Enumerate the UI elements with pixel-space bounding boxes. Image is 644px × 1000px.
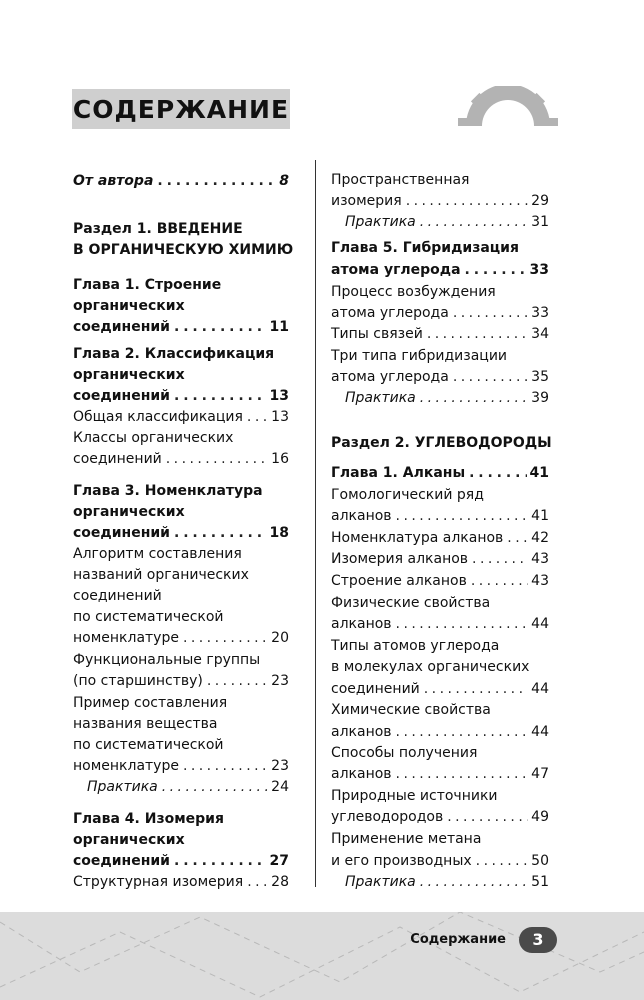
- dot-leader: [472, 549, 528, 570]
- dot-leader: [247, 407, 268, 428]
- toc-entry: [73, 586, 289, 607]
- toc-entry-title: Общая классификация: [73, 409, 243, 425]
- toc-entry: [73, 428, 289, 449]
- toc-entry: [331, 722, 549, 743]
- toc-entry: [73, 275, 289, 296]
- dot-leader: [162, 777, 268, 798]
- dot-leader: [424, 679, 528, 700]
- toc-entry: [73, 386, 289, 407]
- dot-leader: [453, 367, 528, 388]
- toc-entry-page: 33: [529, 262, 549, 278]
- toc-entry-title: органических: [73, 298, 185, 314]
- toc-entry-title: Типы атомов углерода: [331, 638, 500, 654]
- dot-leader: [427, 324, 528, 345]
- dot-leader: [420, 388, 528, 409]
- toc-entry: [73, 523, 289, 544]
- toc-entry: [331, 170, 549, 191]
- dot-leader: [396, 764, 529, 785]
- toc-entry-title: В ОРГАНИЧЕСКУЮ ХИМИЮ: [73, 242, 294, 258]
- toc-entry-title: Типы связей: [331, 326, 423, 342]
- toc-entry-title: органических: [73, 367, 185, 383]
- toc-entry-page: 44: [531, 681, 549, 697]
- dot-leader: [174, 317, 267, 338]
- dot-leader: [157, 171, 276, 192]
- toc-entry-page: 39: [531, 390, 549, 406]
- toc-entry-title: по систематической: [73, 609, 224, 625]
- toc-entry-title: От автора: [73, 173, 154, 189]
- toc-entry-title: алканов: [331, 616, 392, 632]
- toc-entry-title: Раздел 1. ВВЕДЕНИЕ: [73, 221, 243, 237]
- toc-entry-title: атома углерода: [331, 305, 449, 321]
- dot-leader: [471, 571, 528, 592]
- dot-leader: [420, 872, 528, 893]
- toc-entry-page: 13: [271, 409, 289, 425]
- toc-entry-page: 29: [531, 193, 549, 209]
- toc-entry-page: 50: [531, 853, 549, 869]
- toc-entry-title: углеводородов: [331, 809, 444, 825]
- dot-leader: [476, 851, 529, 872]
- toc-entry: [73, 607, 289, 628]
- toc-entry-page: 49: [531, 809, 549, 825]
- toc-entry-page: 31: [531, 214, 549, 230]
- toc-entry: [73, 240, 294, 261]
- toc-entry: [331, 571, 549, 592]
- toc-entry-page: 8: [279, 173, 289, 189]
- toc-entry: [331, 324, 549, 345]
- toc-entry-title: Раздел 2. УГЛЕВОДОРОДЫ: [331, 435, 552, 451]
- toc-entry: [73, 650, 289, 671]
- toc-entry-title: Изомерия алканов: [331, 551, 469, 567]
- toc-entry-title: соединений: [73, 853, 170, 869]
- gear-icon: [458, 86, 558, 132]
- toc-entry-title: соединений: [73, 451, 162, 467]
- toc-entry-title: Глава 1. Алканы: [331, 465, 466, 481]
- toc-entry: [73, 809, 289, 830]
- toc-entry: [73, 449, 289, 470]
- toc-entry: [73, 756, 289, 777]
- toc-entry: [331, 388, 549, 409]
- page-number-badge: 3: [519, 927, 557, 953]
- dot-leader: [507, 528, 528, 549]
- dot-leader: [174, 523, 267, 544]
- toc-entry-page: 35: [531, 369, 549, 385]
- toc-entry-title: Практика: [345, 874, 416, 890]
- toc-entry: [73, 296, 289, 317]
- toc-entry: [331, 636, 549, 657]
- toc-entry: [73, 502, 289, 523]
- toc-entry-page: 42: [531, 530, 549, 546]
- toc-entry-title: атома углерода: [331, 262, 461, 278]
- title-box: [72, 89, 290, 129]
- toc-entry: [73, 628, 289, 649]
- toc-entry-page: 11: [269, 319, 289, 335]
- toc-entry-title: Способы получения: [331, 745, 478, 761]
- toc-entry: [73, 693, 289, 714]
- toc-entry-title: атома углерода: [331, 369, 449, 385]
- toc-entry-title: и его производных: [331, 853, 472, 869]
- toc-entry-page: 23: [271, 673, 289, 689]
- toc-entry-title: Гомологический ряд: [331, 487, 484, 503]
- toc-entry-title: номенклатуре: [73, 630, 179, 646]
- toc-entry-page: 20: [271, 630, 289, 646]
- toc-entry-page: 47: [531, 766, 549, 782]
- toc-entry-page: 23: [271, 758, 289, 774]
- toc-entry-title: Строение алканов: [331, 573, 467, 589]
- toc-entry-title: Глава 4. Изомерия: [73, 811, 224, 827]
- toc-entry-page: 41: [529, 465, 549, 481]
- toc-entry-title: названий органических: [73, 567, 249, 583]
- toc-entry-title: органических: [73, 832, 185, 848]
- footer-pattern: [0, 912, 644, 1000]
- toc-entry-title: Структурная изомерия: [73, 874, 244, 890]
- toc-entry-title: соединений: [73, 388, 170, 404]
- toc-entry-title: Глава 2. Классификация: [73, 346, 275, 362]
- toc-entry: [73, 171, 289, 192]
- dot-leader: [247, 872, 268, 893]
- toc-entry: [331, 872, 549, 893]
- toc-entry-title: Глава 3. Номенклатура: [73, 483, 263, 499]
- dot-leader: [406, 191, 528, 212]
- toc-entry-page: 18: [269, 525, 289, 541]
- toc-entry-title: алканов: [331, 766, 392, 782]
- toc-entry: [331, 485, 549, 506]
- toc-entry-title: Три типа гибридизации: [331, 348, 508, 364]
- toc-entry: [73, 851, 289, 872]
- toc-entry: [73, 317, 289, 338]
- toc-entry: [73, 219, 289, 240]
- toc-entry-title: Глава 1. Строение: [73, 277, 222, 293]
- toc-entry: [331, 764, 549, 785]
- toc-entry-title: алканов: [331, 508, 392, 524]
- dot-leader: [174, 386, 267, 407]
- toc-entry: [73, 872, 289, 893]
- toc-entry: [73, 481, 289, 502]
- toc-entry-page: 27: [269, 853, 289, 869]
- dot-leader: [174, 851, 267, 872]
- toc-entry: [73, 830, 289, 851]
- toc-entry-title: Природные источники: [331, 788, 498, 804]
- page-title: СОДЕРЖАНИЕ: [72, 94, 290, 124]
- toc-entry-title: соединений: [73, 588, 162, 604]
- toc-entry-page: 24: [271, 779, 289, 795]
- dot-leader: [183, 756, 268, 777]
- toc-entry: [331, 528, 549, 549]
- toc-entry-title: Химические свойства: [331, 702, 491, 718]
- toc-entry: [331, 282, 549, 303]
- toc-entry: [73, 565, 289, 586]
- toc-entry-title: Практика: [345, 390, 416, 406]
- page-footer: [0, 912, 644, 1000]
- toc-entry: [73, 777, 289, 798]
- toc-entry-title: соединений: [331, 681, 420, 697]
- dot-leader: [453, 303, 528, 324]
- dot-leader: [183, 628, 268, 649]
- toc-entry: [331, 614, 549, 635]
- toc-entry: [331, 433, 552, 454]
- toc-entry-title: Классы органических: [73, 430, 234, 446]
- toc-entry-title: Пространственная: [331, 172, 470, 188]
- toc-entry: [73, 407, 289, 428]
- toc-entry-title: Пример составления: [73, 695, 228, 711]
- toc-entry: [331, 743, 549, 764]
- toc-entry: [73, 365, 289, 386]
- toc-entry: [73, 714, 289, 735]
- toc-entry: [331, 238, 549, 259]
- toc-entry-title: номенклатуре: [73, 758, 179, 774]
- toc-entry: [331, 657, 549, 678]
- column-divider: [315, 160, 316, 887]
- toc-entry: [73, 735, 289, 756]
- toc-entry-title: Номенклатура алканов: [331, 530, 504, 546]
- toc-entry-page: 28: [271, 874, 289, 890]
- dot-leader: [447, 807, 528, 828]
- toc-entry-page: 41: [531, 508, 549, 524]
- toc-entry: [331, 807, 549, 828]
- toc-entry-title: Физические свойства: [331, 595, 491, 611]
- toc-entry: [331, 367, 549, 388]
- toc-entry: [73, 344, 289, 365]
- toc-entry-page: 13: [269, 388, 289, 404]
- toc-entry-title: Глава 5. Гибридизация: [331, 240, 519, 256]
- dot-leader: [207, 671, 268, 692]
- toc-entry: [331, 212, 549, 233]
- toc-entry: [331, 851, 549, 872]
- toc-entry: [331, 191, 549, 212]
- dot-leader: [396, 614, 529, 635]
- toc-entry-title: изомерия: [331, 193, 402, 209]
- toc-entry: [331, 700, 549, 721]
- toc-entry-page: 51: [531, 874, 549, 890]
- toc-entry-page: 16: [271, 451, 289, 467]
- dot-leader: [396, 506, 529, 527]
- toc-entry: [331, 260, 549, 281]
- toc-entry-title: Алгоритм составления: [73, 546, 242, 562]
- toc-entry: [331, 593, 549, 614]
- toc-entry-page: 33: [531, 305, 549, 321]
- toc-entry-title: соединений: [73, 525, 170, 541]
- toc-entry-title: Применение метана: [331, 831, 482, 847]
- dot-leader: [396, 722, 529, 743]
- toc-entry: [331, 679, 549, 700]
- toc-entry: [331, 303, 549, 324]
- dot-leader: [465, 260, 527, 281]
- toc-entry-title: Практика: [87, 779, 158, 795]
- toc-entry-page: 43: [531, 551, 549, 567]
- toc-entry-title: в молекулах органических: [331, 659, 530, 675]
- toc-entry-title: по систематической: [73, 737, 224, 753]
- toc-entry: [331, 346, 549, 367]
- toc-entry-title: Практика: [345, 214, 416, 230]
- toc-entry: [73, 671, 289, 692]
- toc-entry-title: (по старшинству): [73, 673, 203, 689]
- toc-entry-title: Функциональные группы: [73, 652, 261, 668]
- toc-entry-page: 43: [531, 573, 549, 589]
- toc-entry-page: 44: [531, 724, 549, 740]
- toc-entry-page: 34: [531, 326, 549, 342]
- toc-entry-title: алканов: [331, 724, 392, 740]
- toc-entry: [331, 506, 549, 527]
- toc-entry: [331, 549, 549, 570]
- toc-entry: [331, 829, 549, 850]
- toc-entry: [331, 786, 549, 807]
- toc-entry: [73, 544, 289, 565]
- toc-entry-title: соединений: [73, 319, 170, 335]
- dot-leader: [166, 449, 268, 470]
- toc-entry-title: названия вещества: [73, 716, 218, 732]
- toc-entry-title: органических: [73, 504, 185, 520]
- toc-entry: [331, 463, 549, 484]
- toc-entry-page: 44: [531, 616, 549, 632]
- dot-leader: [469, 463, 526, 484]
- toc-entry-title: Процесс возбуждения: [331, 284, 496, 300]
- footer-section-label: Содержание: [410, 932, 506, 947]
- dot-leader: [420, 212, 528, 233]
